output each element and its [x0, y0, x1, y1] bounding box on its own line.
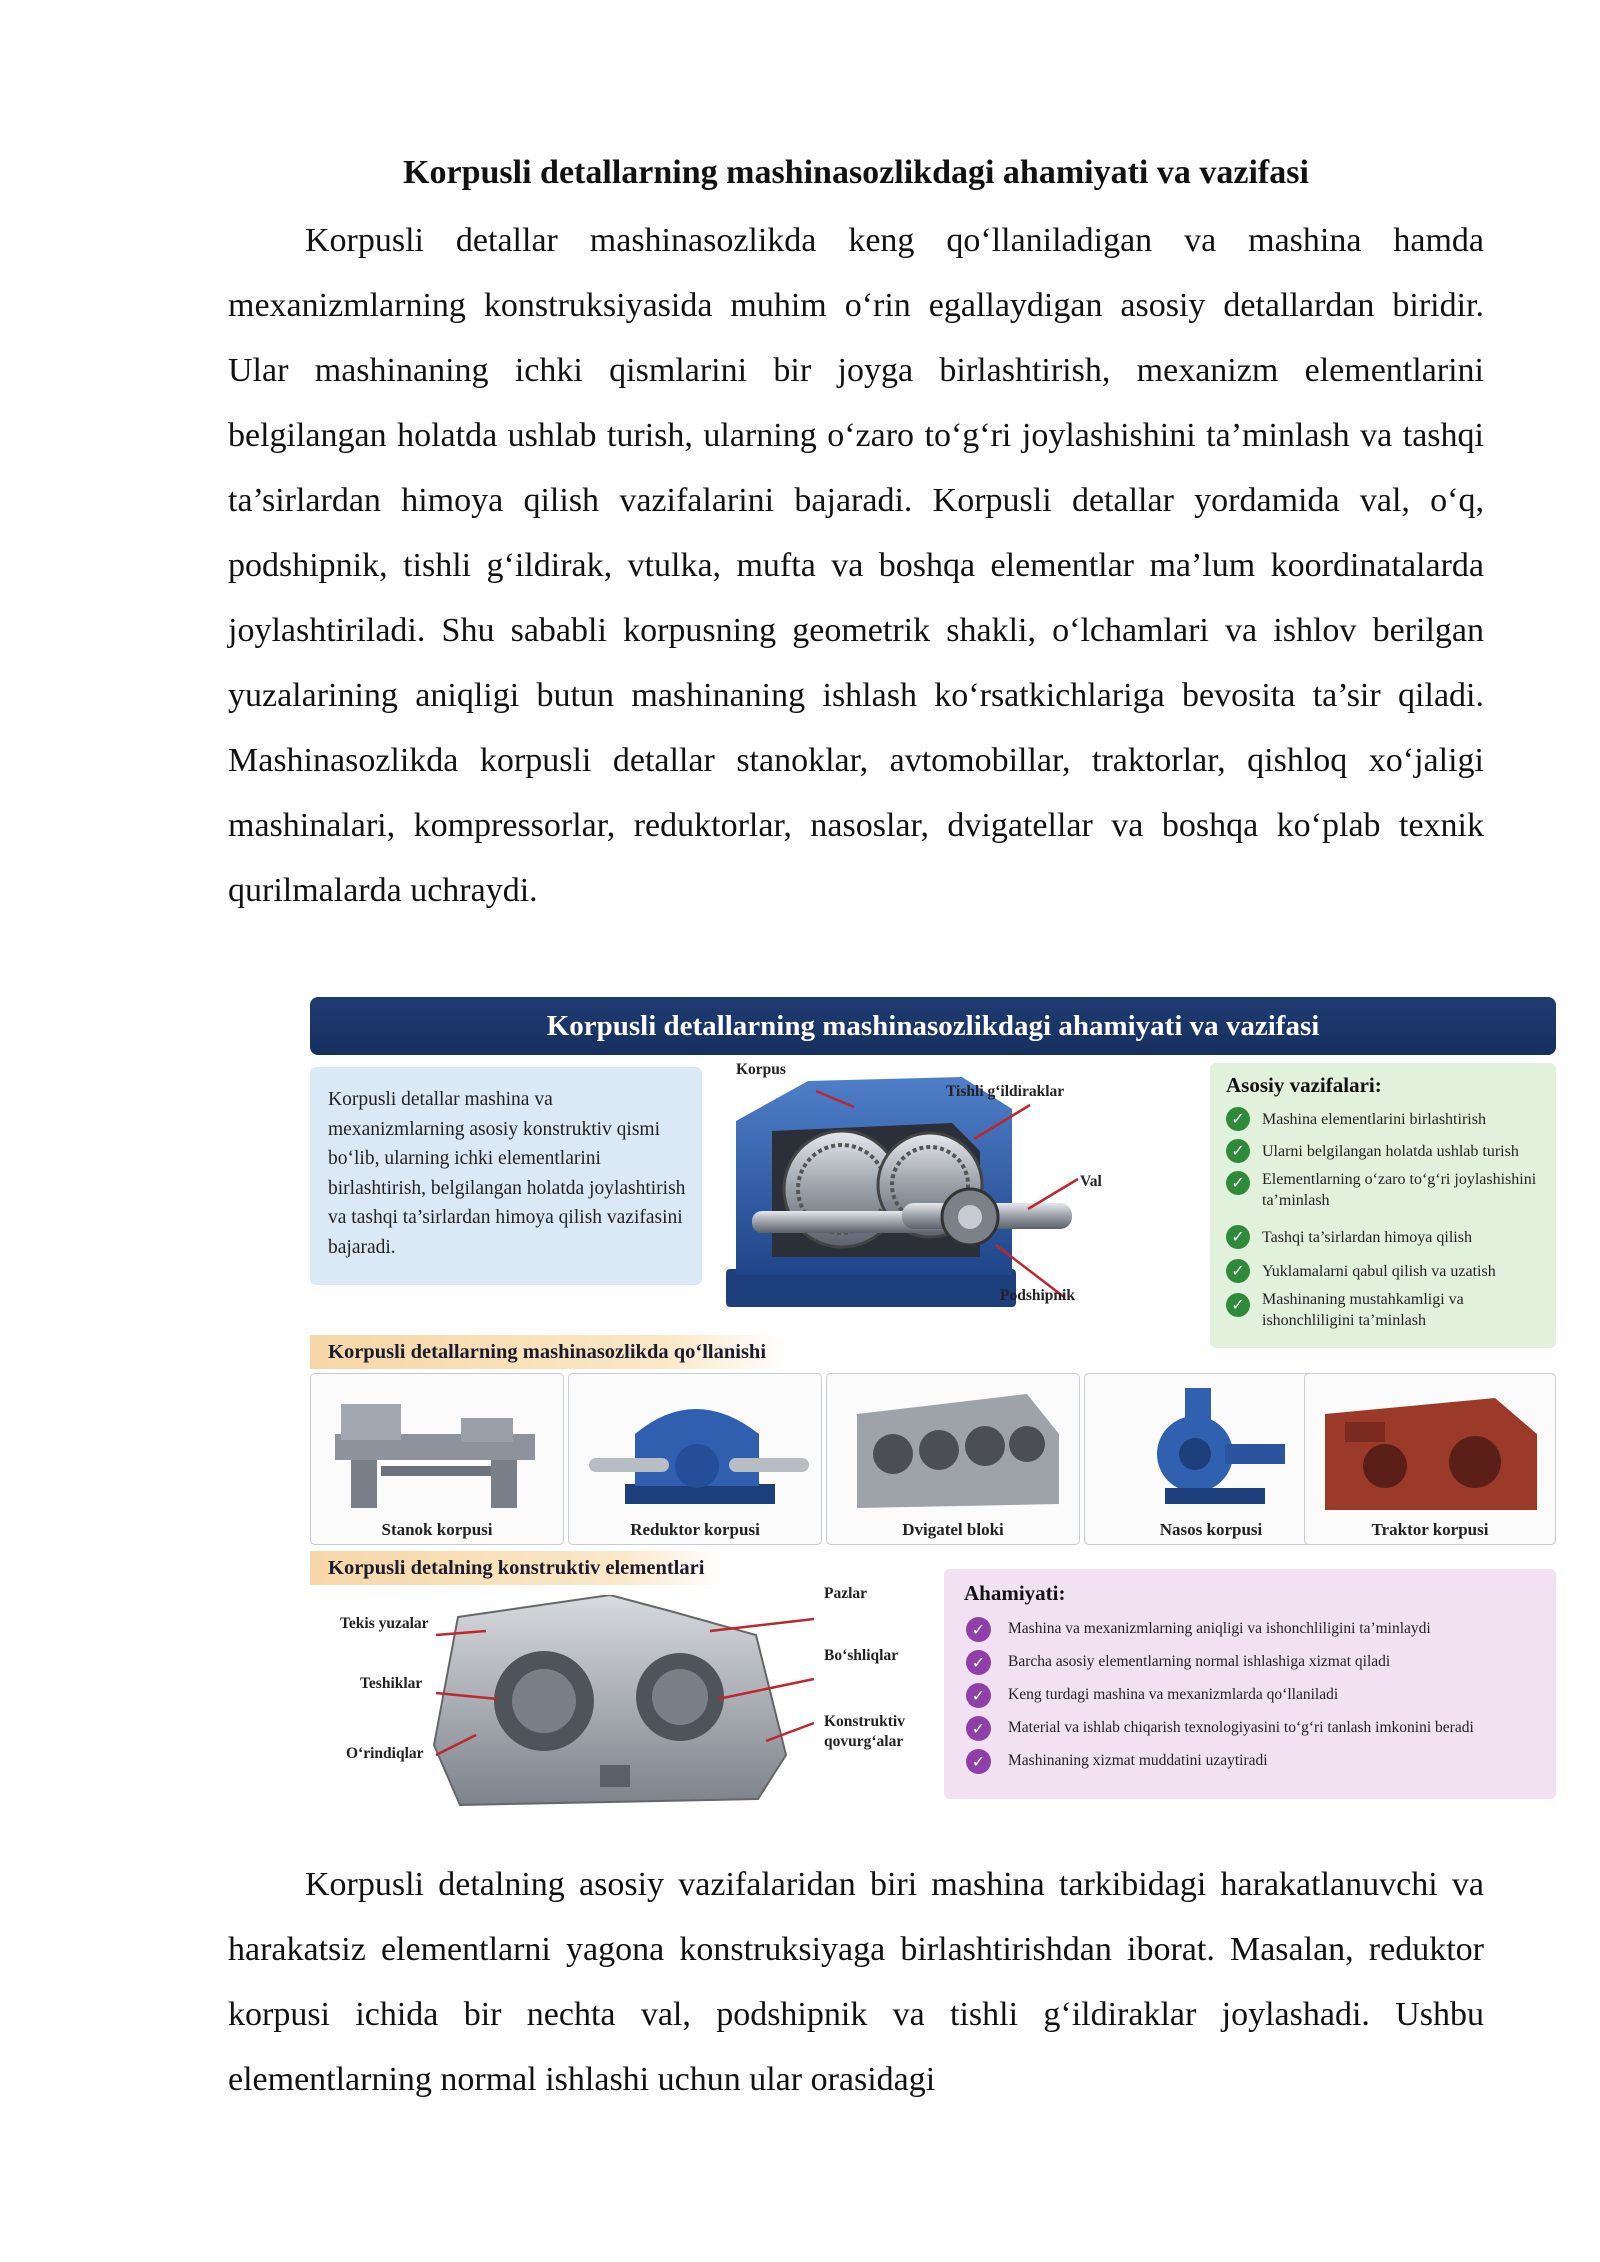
card-caption: Traktor korpusi — [1371, 1520, 1489, 1539]
importance-item: Barcha asosiy elementlarning normal ishlashiga xizmat qiladi — [1008, 1653, 1391, 1670]
label-tekis-yuzalar: Tekis yuzalar — [340, 1615, 429, 1632]
card-traktor — [1304, 1373, 1556, 1545]
importance-item: Keng turdagi mashina va mexanizmlarda qo‘llaniladi — [1008, 1686, 1339, 1703]
importance-title: Ahamiyati: — [964, 1581, 1066, 1605]
housing-elements-illustration — [310, 1585, 930, 1820]
label-qovurgalar: qovurg‘alar — [824, 1733, 904, 1750]
importance-item: Mashina va mexanizmlarning aniqligi va ishonchliligini ta’minlaydi — [1008, 1620, 1431, 1637]
check-icon: ✓ — [1226, 1225, 1250, 1249]
card-caption: Reduktor korpusi — [630, 1520, 760, 1539]
label-korpus: Korpus — [736, 1061, 786, 1078]
check-icon: ✓ — [1226, 1293, 1250, 1317]
functions-title: Asosiy vazifalari: — [1226, 1073, 1382, 1097]
check-icon: ✓ — [1226, 1139, 1250, 1163]
check-icon: ✓ — [1226, 1259, 1250, 1283]
reducer-image — [569, 1374, 821, 1524]
label-pazlar: Pazlar — [824, 1585, 868, 1602]
paragraph-2 — [228, 1852, 1484, 2112]
tractor-housing-image — [1305, 1374, 1555, 1524]
card-stanok — [310, 1373, 564, 1545]
construct-section-title: Korpusli detalning konstruktiv elementlari — [310, 1551, 724, 1585]
infographic-banner: Korpusli detallarning mashinasozlikdagi ahamiyati va vazifasi — [310, 997, 1556, 1055]
intro-text: Korpusli detallar mashina va mexanizmlarning asosiy konstruktiv qismi bo‘lib, ularning ichki elementlarini birlashtirish, belgilangan holatda joylashtirish va tashqi ta’sirlardan himoya qilish vazifasini bajaradi. — [328, 1089, 686, 1258]
check-icon: ✓ — [1226, 1171, 1250, 1195]
function-item: Ularni belgilangan holatda ushlab turish — [1262, 1143, 1519, 1160]
label-konstruktiv: Konstruktiv — [824, 1713, 905, 1730]
card-reduktor — [568, 1373, 822, 1545]
check-icon: ✓ — [966, 1650, 991, 1675]
functions-panel — [1210, 1063, 1556, 1348]
importance-item: Material va ishlab chiqarish texnologiyasini to‘g‘ri tanlash imkonini beradi — [1008, 1719, 1474, 1736]
label-boshliqlar: Bo‘shliqlar — [824, 1647, 899, 1664]
check-icon: ✓ — [966, 1683, 991, 1708]
importance-item: Mashinaning xizmat muddatini uzaytiradi — [1008, 1752, 1268, 1769]
function-item: Tashqi ta’sirlardan himoya qilish — [1262, 1229, 1472, 1246]
check-icon: ✓ — [966, 1749, 991, 1774]
card-caption: Dvigatel bloki — [902, 1520, 1004, 1539]
paragraph-1-text: Korpusli detallar mashinasozlikda keng qo‘llaniladigan va mashina hamda mexanizmlarning konstruksiyasida muhim o‘rin egallaydigan asosiy detallardan biridir. Ular mashinaning ichki qismlarini bir joyga birlashtirish, mexanizm elementlarini belgilangan holatda ushlab turish, ularning o‘zaro to‘g‘ri joylashishini ta’minlash va tashqi ta’sirlardan himoya qilish vazifalarini bajaradi. Korpusli detallar yordamida val, o‘q, podshipnik, tishli g‘ildirak, vtulka, mufta va boshqa elementlar ma’lum koordinatalarda joylashtiriladi. Shu sababli korpusning geometrik shakli, o‘lchamlari va ishlov berilgan yuzalarining aniqligi butun mashinaning ishlash ko‘rsatkichlariga bevosita ta’sir qiladi. Mashinasozlikda korpusli detallar stanoklar, avtomobillar, traktorlar, qishloq xo‘jaligi mashinalari, kompressorlar, reduktorlar, nasoslar, dvigatellar va boshqa ko‘plab texnik qurilmalarda uchraydi. — [228, 222, 1484, 909]
intro-panel — [310, 1067, 702, 1285]
check-icon: ✓ — [966, 1617, 991, 1642]
paragraph-2-text: Korpusli detalning asosiy vazifalaridan biri mashina tarkibidagi harakatlanuvchi va harakatsiz elementlarni yagona konstruksiyaga birlashtirishdan iborat. Masalan, reduktor korpusi ichida bir nechta val, podshipnik va tishli g‘ildiraklar joylashadi. Ushbu elementlarning normal ishlashi uchun ular orasidagi — [228, 1866, 1484, 2098]
lathe-image — [311, 1374, 563, 1524]
usage-section-title: Korpusli detallarning mashinasozlikda qo‘llanishi — [310, 1335, 786, 1369]
card-nasos — [1084, 1373, 1338, 1545]
gearbox-illustration — [712, 1061, 1112, 1333]
label-val: Val — [1080, 1173, 1102, 1190]
check-icon: ✓ — [1226, 1107, 1250, 1131]
function-item: Yuklamalarni qabul qilish va uzatish — [1262, 1263, 1496, 1280]
label-teshiklar: Teshiklar — [360, 1675, 423, 1692]
card-caption: Nasos korpusi — [1159, 1520, 1263, 1539]
check-icon: ✓ — [966, 1716, 991, 1741]
label-tishli-gildiraklar: Tishli g‘ildiraklar — [946, 1083, 1065, 1100]
function-item: Elementlarning o‘zaro to‘g‘ri joylashishini ta’minlash — [1262, 1171, 1537, 1209]
importance-panel — [944, 1569, 1556, 1799]
infographic-figure — [308, 995, 1558, 1840]
function-item: Mashinaning mustahkamligi va ishonchliligini ta’minlash — [1262, 1291, 1464, 1329]
card-dvigatel — [826, 1373, 1080, 1545]
engine-block-image — [827, 1374, 1079, 1524]
function-item: Mashina elementlarini birlashtirish — [1262, 1111, 1486, 1128]
pump-image — [1085, 1374, 1337, 1524]
label-orindiqlar: O‘rindiqlar — [346, 1745, 424, 1762]
document-title: Korpusli detallarning mashinasozlikdagi ahamiyati va vazifasi — [403, 154, 1309, 191]
paragraph-1 — [228, 208, 1484, 923]
card-caption: Stanok korpusi — [381, 1520, 493, 1539]
label-podshipnik: Podshipnik — [1000, 1287, 1075, 1304]
